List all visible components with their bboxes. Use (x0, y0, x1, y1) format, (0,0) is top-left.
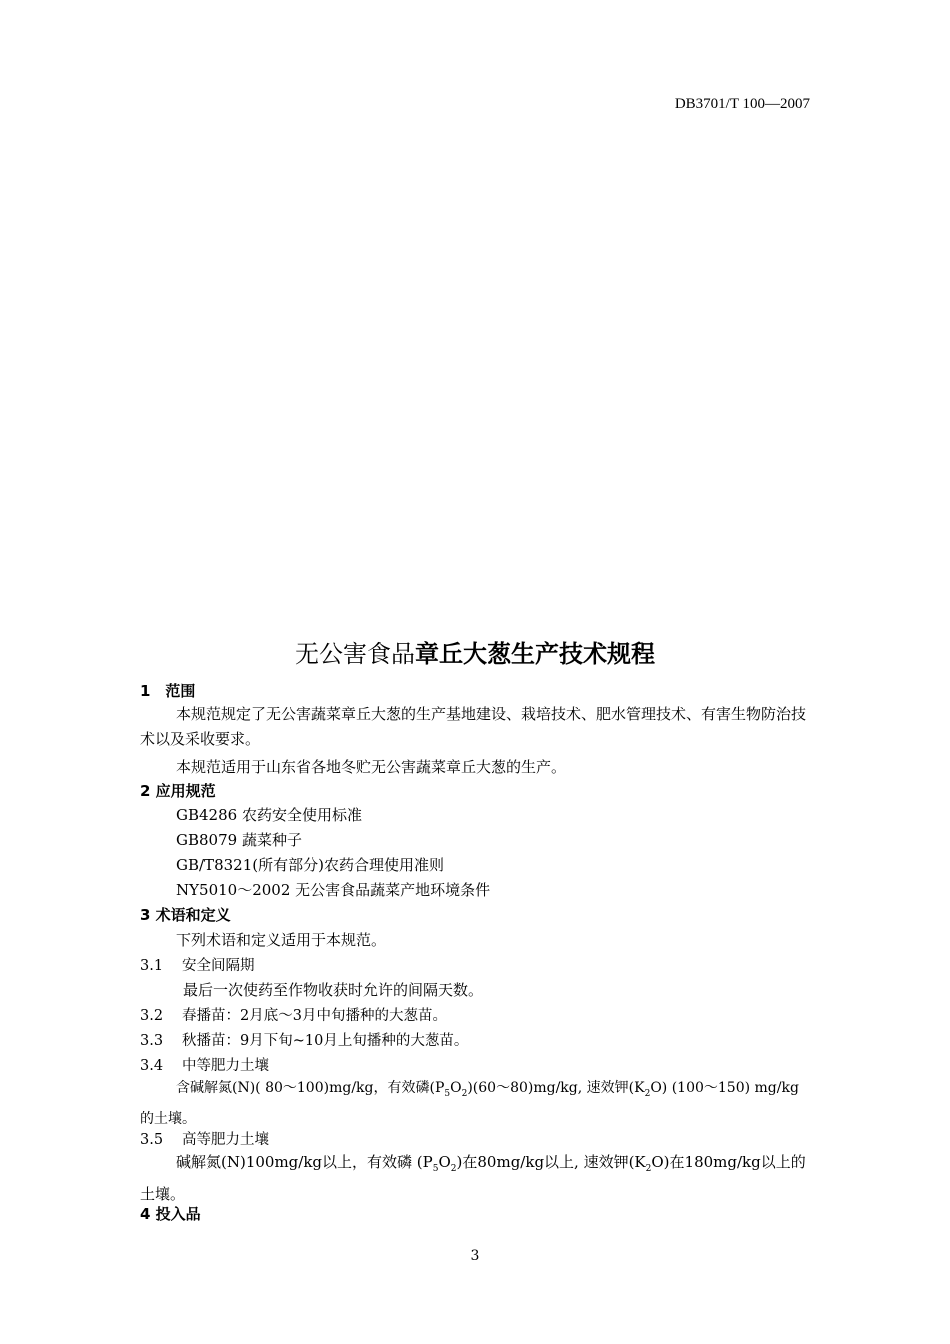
standard-item: GB/T8321(所有部分)农药合理使用准则 (176, 856, 444, 874)
section-3-heading: 3 术语和定义 (140, 906, 231, 924)
section-3-intro: 下列术语和定义适用于本规范。 (176, 931, 387, 949)
section-1-heading: 1 范围 (140, 682, 196, 700)
title-part1: 无公害食品 (295, 640, 415, 668)
term-3-1-definition: 最后一次使药至作物收获时允许的间隔天数。 (183, 981, 484, 999)
term-3-5: 3.5 高等肥力土壤 (140, 1132, 269, 1148)
title-part2: 章丘大葱生产技术规程 (415, 640, 655, 668)
section-2-heading: 2 应用规范 (140, 782, 216, 800)
section-1-paragraph-2: 本规范适用于山东省各地冬贮无公害蔬菜章丘大葱的生产。 (176, 758, 567, 776)
section-1-paragraph-1: 本规范规定了无公害蔬菜章丘大葱的生产基地建设、栽培技术、肥水管理技术、有害生物防治技术以及采收要求。 (140, 705, 807, 748)
term-3-4-definition: 含碱解氮(N)( 80～100)mg/kg，有效磷$(P_5O_2)(60\sim 80)mg/kg$, 速效钾$(K_2O)$ (100～150) mg/kg的土壤。 (140, 1080, 799, 1127)
standard-item: NY5010～2002 无公害食品蔬菜产地环境条件 (176, 881, 491, 899)
document-title (0, 634, 950, 669)
term-3-5-definition: 碱解氮(N)100mg/kg以上，有效磷 $(P_5O_2)$在80mg/kg以上, 速效钾$(K_2O)$在180mg/kg以上的土壤。 (140, 1153, 806, 1203)
term-3-2: 3.2 春播苗：2月底～3月中旬播种的大葱苗。 (140, 1008, 447, 1024)
term-3-1: 3.1 安全间隔期 (140, 958, 255, 974)
document-code: DB3701/T 100—2007 (674, 96, 810, 112)
section-4-heading: 4 投入品 (140, 1205, 201, 1223)
term-3-3: 3.3 秋播苗：9月下旬~10月上旬播种的大葱苗。 (140, 1033, 469, 1049)
term-3-4: 3.4 中等肥力土壤 (140, 1058, 269, 1074)
standard-item: GB8079 蔬菜种子 (176, 831, 302, 849)
standard-item: GB4286 农药安全使用标准 (176, 806, 362, 824)
page-number: 3 (470, 1248, 480, 1264)
